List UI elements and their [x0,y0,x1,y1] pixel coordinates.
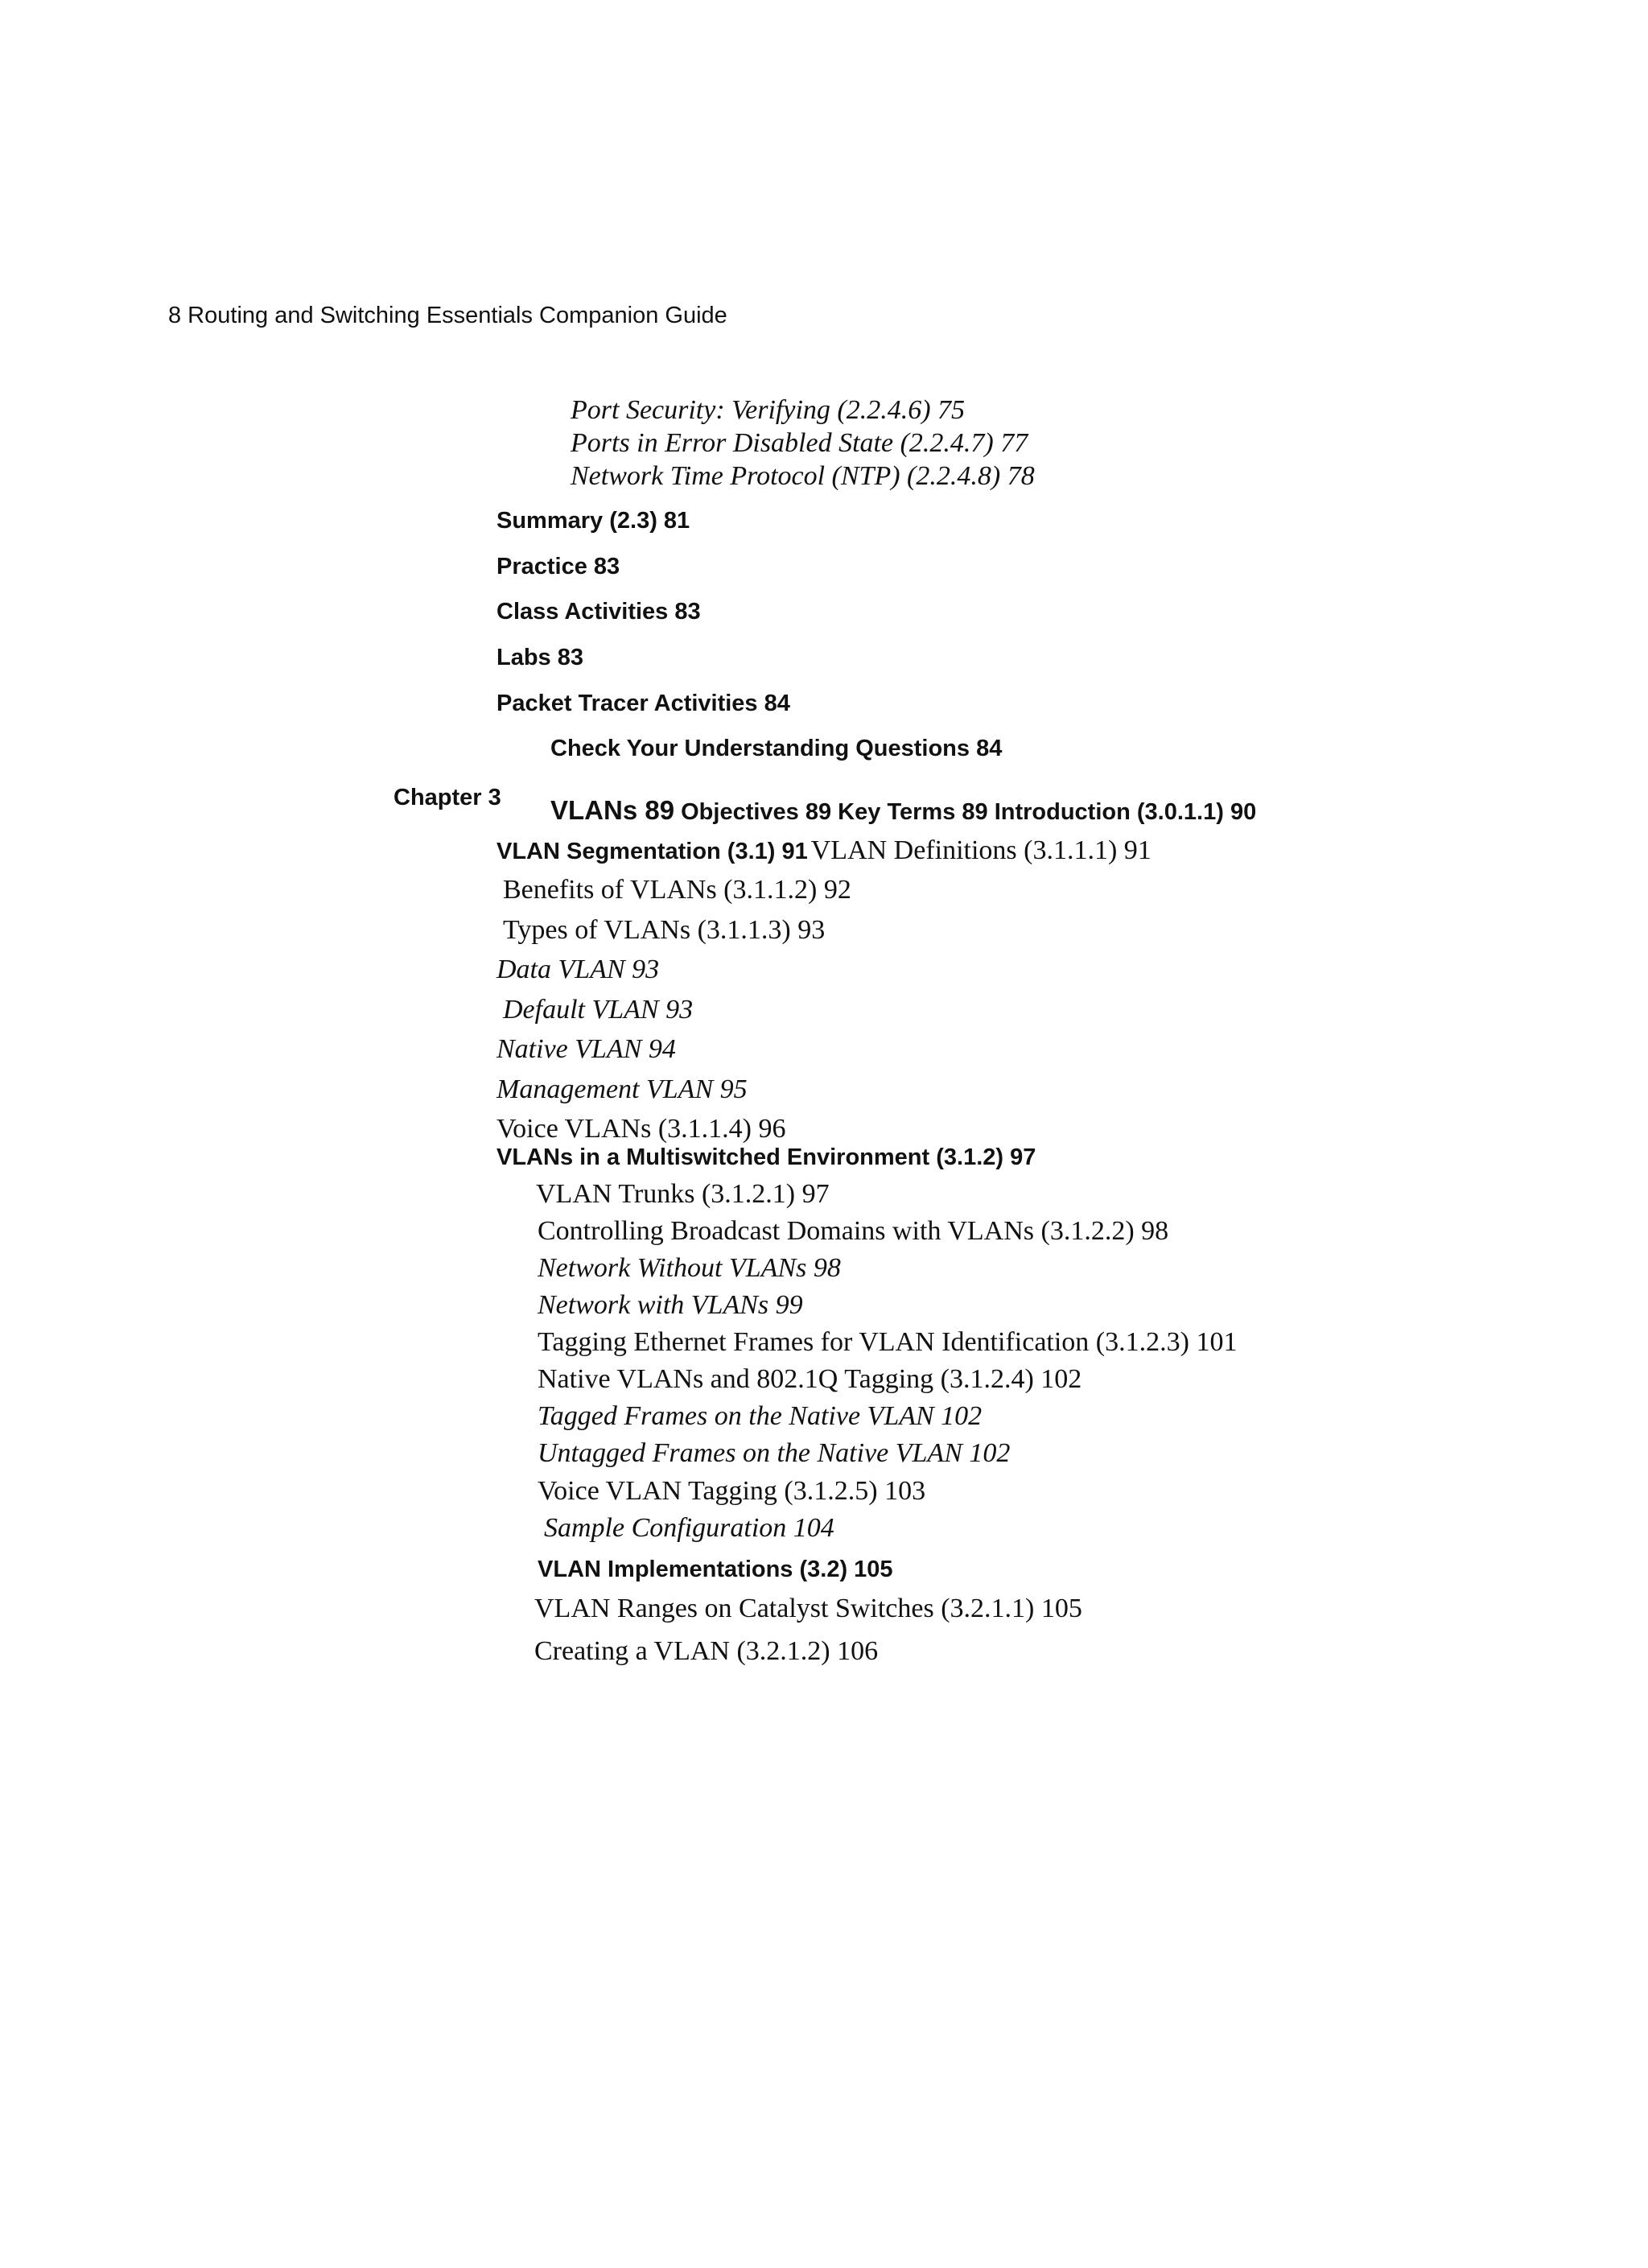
toc-entry-check-understanding: Check Your Understanding Questions 84 [550,736,1003,761]
toc-entry-port-security-verifying: Port Security: Verifying (2.2.4.6) 75 [571,395,966,425]
toc-entry-voice-vlan-tagging: Voice VLAN Tagging (3.1.2.5) 103 [538,1476,926,1506]
chapter-title: VLANs 89 [550,795,675,825]
toc-entry-vlan-ranges: VLAN Ranges on Catalyst Switches (3.2.1.1) 105 [534,1594,1082,1623]
toc-entry-vlan-segmentation: VLAN Segmentation (3.1) 91 [496,839,808,864]
toc-entry-network-with-vlans: Network with VLANs 99 [538,1290,803,1320]
toc-entry-tagging-frames: Tagging Ethernet Frames for VLAN Identification (3.1.2.3) 101 [538,1327,1238,1357]
toc-entry-untagged-frames-native: Untagged Frames on the Native VLAN 102 [538,1438,1011,1468]
running-head: 8 Routing and Switching Essentials Companion Guide [168,303,727,328]
toc-entry-controlling-broadcast: Controlling Broadcast Domains with VLANs (3.1.2.2) 98 [538,1216,1169,1246]
toc-entry-sample-config: Sample Configuration 104 [544,1513,834,1543]
toc-entry-labs: Labs 83 [496,645,583,670]
toc-entry-native-vlan: Native VLAN 94 [496,1034,676,1064]
toc-entry-ntp: Network Time Protocol (NTP) (2.2.4.8) 78 [571,461,1035,491]
toc-entry-default-vlan: Default VLAN 93 [503,995,694,1025]
toc-entry-summary: Summary (2.3) 81 [496,508,690,534]
toc-line-vlan-segmentation [496,837,1152,864]
toc-entry-network-without-vlans: Network Without VLANs 98 [538,1253,841,1283]
toc-entry-tagged-frames-native: Tagged Frames on the Native VLAN 102 [538,1401,983,1431]
toc-entry-practice: Practice 83 [496,554,620,579]
toc-entry-vlan-implementations: VLAN Implementations (3.2) 105 [538,1557,893,1582]
toc-entry-class-activities: Class Activities 83 [496,599,701,625]
toc-entry-multiswitched: VLANs in a Multiswitched Environment (3.1.2) 97 [496,1144,1036,1170]
chapter-label: Chapter 3 [393,785,501,810]
toc-entry-packet-tracer: Packet Tracer Activities 84 [496,691,790,716]
chapter-front-matter: Objectives 89 Key Terms 89 Introduction (3.0.1.1) 90 [681,799,1257,825]
toc-entry-management-vlan: Management VLAN 95 [496,1074,748,1104]
toc-entry-ports-error-disabled: Ports in Error Disabled State (2.2.4.7) 77 [571,428,1028,458]
toc-entry-voice-vlans: Voice VLANs (3.1.1.4) 96 [496,1114,786,1144]
toc-entry-vlan-definitions: VLAN Definitions (3.1.1.1) 91 [810,835,1152,865]
toc-entry-creating-vlan: Creating a VLAN (3.2.1.2) 106 [534,1636,879,1666]
toc-entry-types-vlans: Types of VLANs (3.1.1.3) 93 [503,915,826,945]
toc-entry-data-vlan: Data VLAN 93 [496,955,660,984]
toc-entry-vlan-trunks: VLAN Trunks (3.1.2.1) 97 [536,1179,830,1209]
chapter-title-line [550,797,1256,824]
toc-entry-benefits-vlans: Benefits of VLANs (3.1.1.2) 92 [503,875,851,905]
toc-entry-native-vlans-tagging: Native VLANs and 802.1Q Tagging (3.1.2.4) 102 [538,1364,1082,1394]
